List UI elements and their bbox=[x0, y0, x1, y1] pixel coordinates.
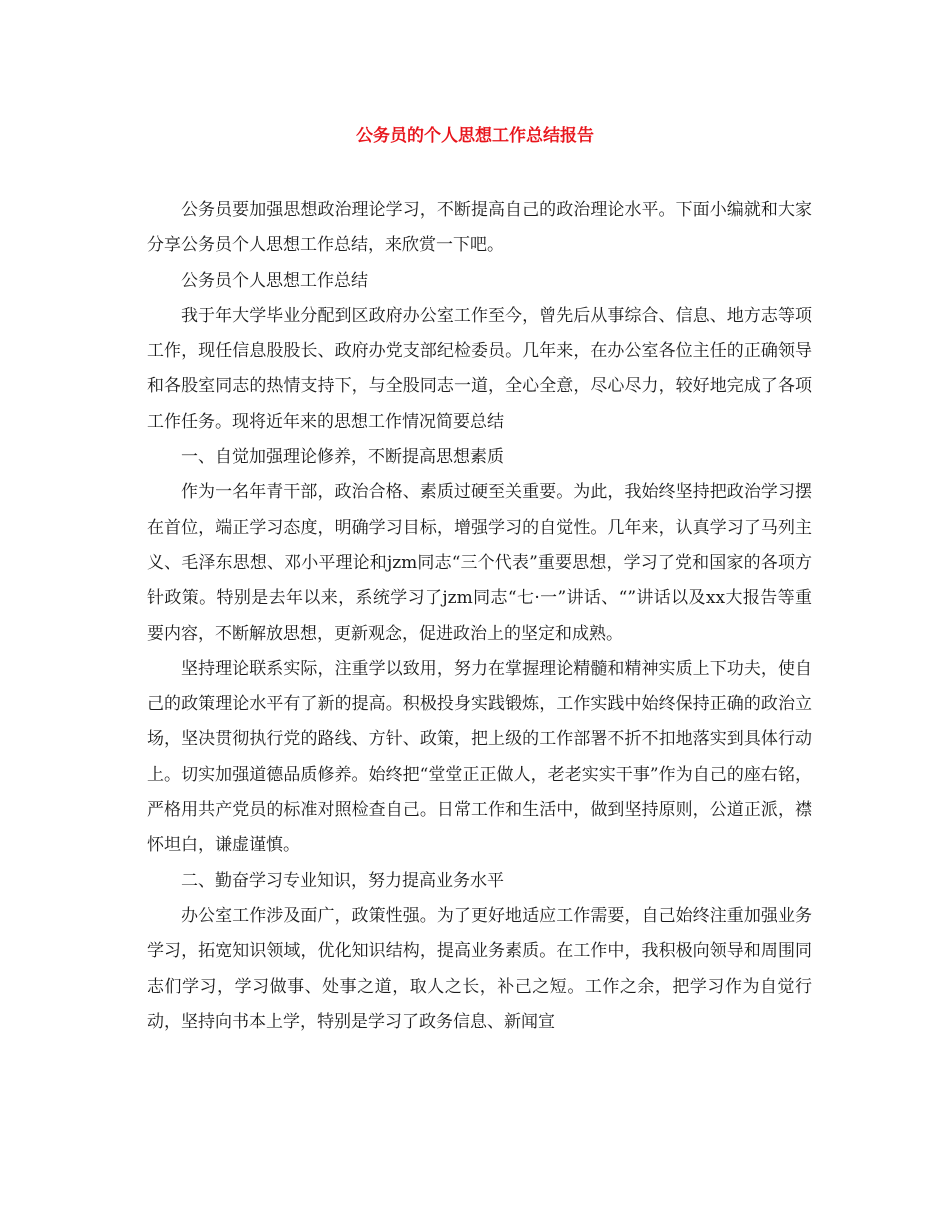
document-title: 公务员的个人思想工作总结报告 bbox=[356, 126, 594, 146]
paragraph-intro: 公务员要加强思想政治理论学习，不断提高自己的政治理论水平。下面小编就和大家分享公务员个人思想工作总结，来欣赏一下吧。 bbox=[147, 200, 812, 256]
paragraph-theory-study: 作为一名年青干部，政治合格、素质过硬至关重要。为此，我始终坚持把政治学习摆在首位，端正学习态度，明确学习目标，增强学习的自觉性。几年来，认真学习了马列主义、毛泽东思想、邓小平理论和jzm同志“三个代表”重要思想，学习了党和国家的各项方针政策。特别是去年以来，系统学习了jzm同志“七·一”讲话、“”讲话以及xx大报告等重要内容，不断解放思想，更新观念，促进政治上的坚定和成熟。 bbox=[147, 482, 812, 644]
paragraph-professional-study: 办公室工作涉及面广，政策性强。为了更好地适应工作需要，自己始终注重加强业务学习，拓宽知识领域，优化知识结构，提高业务素质。在工作中，我积极向领导和周围同志们学习，学习做事、处事之道，取人之长，补己之短。工作之余，把学习作为自觉行动，坚持向书本上学，特别是学习了政务信息、新闻宣 bbox=[147, 905, 812, 1032]
document-body bbox=[147, 193, 812, 1040]
section-heading-2: 二、勤奋学习专业知识，努力提高业务水平 bbox=[181, 870, 504, 891]
paragraph-background: 我于年大学毕业分配到区政府办公室工作至今，曾先后从事综合、信息、地方志等项工作，现任信息股股长、政府办党支部纪检委员。几年来，在办公室各位主任的正确领导和各股室同志的热情支持下，与全股同志一道，全心全意，尽心尽力，较好地完成了各项工作任务。现将近年来的思想工作情况简要总结 bbox=[147, 305, 812, 432]
paragraph-practice: 坚持理论联系实际，注重学以致用，努力在掌握理论精髓和精神实质上下功夫，使自己的政策理论水平有了新的提高。积极投身实践锻炼，工作实践中始终保持正确的政治立场，坚决贯彻执行党的路线、方针、政策，把上级的工作部署不折不扣地落实到具体行动上。切实加强道德品质修养。始终把“堂堂正正做人，老老实实干事”作为自己的座右铭，严格用共产党员的标准对照检查自己。日常工作和生活中，做到坚持原则，公道正派，襟怀坦白，谦虚谨慎。 bbox=[147, 658, 812, 856]
paragraph-subtitle: 公务员个人思想工作总结 bbox=[181, 270, 368, 291]
section-heading-1: 一、自觉加强理论修养，不断提高思想素质 bbox=[181, 447, 504, 468]
